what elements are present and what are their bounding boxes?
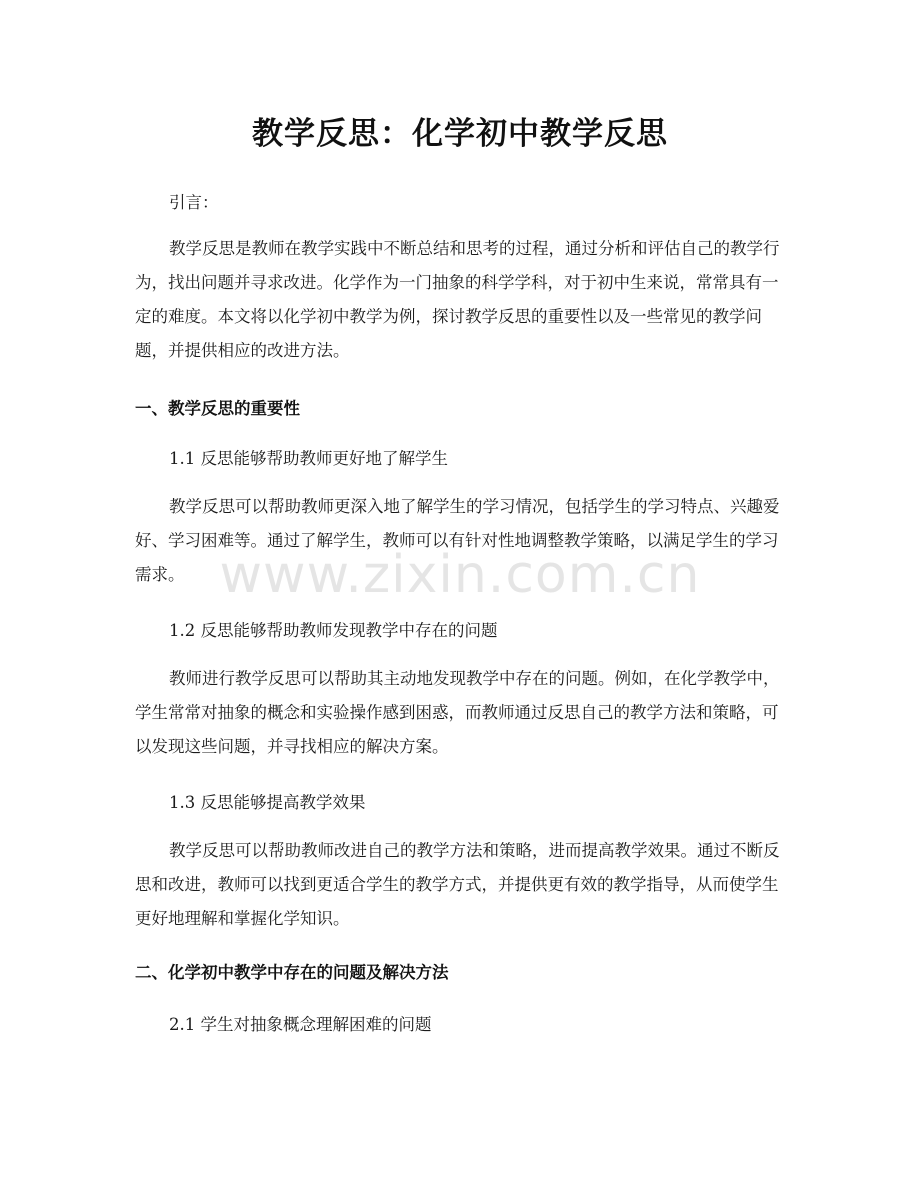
section-1-heading: 一、教学反思的重要性	[135, 399, 300, 418]
page-title: 教学反思：化学初中教学反思	[252, 116, 668, 152]
watermark-text: www.zixin.com.cn	[219, 545, 701, 605]
section-1-2-title: 1.2 反思能够帮助教师发现教学中存在的问题	[169, 621, 498, 640]
section-1-1-title: 1.1 反思能够帮助教师更好地了解学生	[169, 449, 448, 468]
section-1-2-paragraph: 教师进行教学反思可以帮助其主动地发现教学中存在的问题。例如，在化学教学中，学生常常对抽象的概念和实验操作感到困惑，而教师通过反思自己的教学方法和策略，可以发现这些问题，并寻找相应的解决方案。	[135, 669, 780, 756]
section-2-1-title: 2.1 学生对抽象概念理解困难的问题	[169, 1015, 432, 1034]
section-1-3-paragraph: 教学反思可以帮助教师改进自己的教学方法和策略，进而提高教学效果。通过不断反思和改进，教师可以找到更适合学生的教学方式，并提供更有效的教学指导，从而使学生更好地理解和掌握化学知识。	[135, 841, 780, 928]
section-1-3-title: 1.3 反思能够提高教学效果	[169, 793, 366, 812]
section-1-1-paragraph: 教学反思可以帮助教师更深入地了解学生的学习情况，包括学生的学习特点、兴趣爱好、学习困难等。通过了解学生，教师可以有针对性地调整教学策略，以满足学生的学习需求。	[135, 497, 780, 584]
section-2-heading: 二、化学初中教学中存在的问题及解决方法	[135, 963, 449, 982]
intro-paragraph: 教学反思是教师在教学实践中不断总结和思考的过程，通过分析和评估自己的教学行为，找出问题并寻求改进。化学作为一门抽象的科学学科，对于初中生来说，常常具有一定的难度。本文将以化学初中教学为例，探讨教学反思的重要性以及一些常见的教学问题，并提供相应的改进方法。	[135, 239, 780, 360]
intro-label: 引言：	[169, 193, 219, 212]
